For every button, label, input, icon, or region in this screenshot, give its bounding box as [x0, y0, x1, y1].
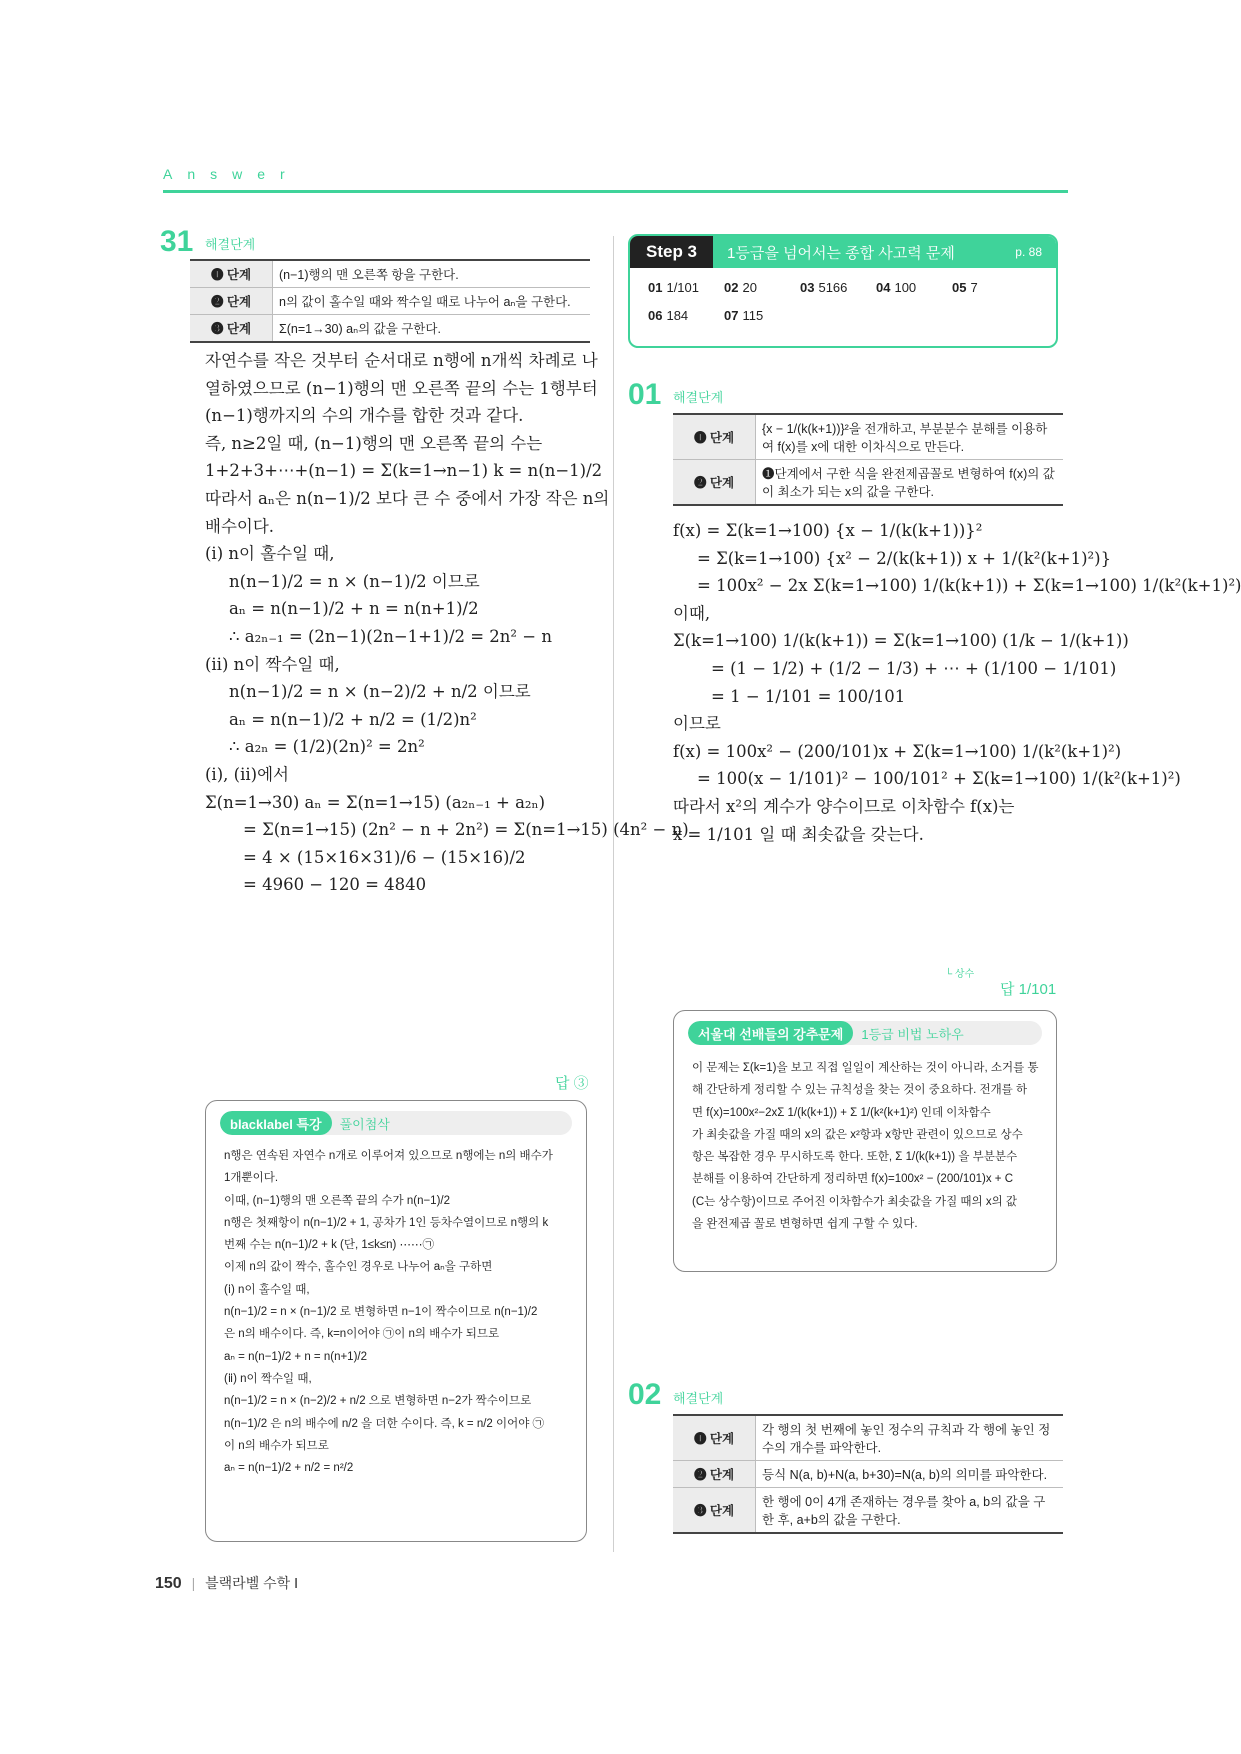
- solution-line: 자연수를 작은 것부터 순서대로 n행에 n개씩 차례로 나: [205, 351, 598, 370]
- solution-line: 해 간단하게 정리할 수 있는 규칙성을 찾는 것이 중요하다. 전개를 하: [692, 1084, 1028, 1097]
- solution-line: aₙ = n(n−1)/2 + n = n(n+1)/2: [224, 1350, 367, 1363]
- solution-line: 이제 n의 값이 짝수, 홀수인 경우로 나누어 aₙ을 구하면: [224, 1261, 493, 1274]
- solution-line: (n−1)행까지의 수의 개수를 합한 것과 같다.: [205, 406, 524, 426]
- step-text: n의 값이 홀수일 때와 짝수일 때로 나누어 aₙ을 구한다.: [273, 288, 591, 315]
- solution-line: ∴ a₂ₙ₋₁ = (2n−1)(2n−1+1)/2 = 2n² − n: [229, 626, 552, 646]
- answer-num: 07: [724, 308, 739, 323]
- step-label: ❷ 단계: [190, 288, 273, 315]
- solution-line: aₙ = n(n−1)/2 + n = n(n+1)/2: [229, 599, 479, 619]
- step-label: ❷ 단계: [673, 1461, 756, 1488]
- solution-line: = 100x² − 2x Σ(k=1→100) 1/(k(k+1)) + Σ(k=1→100) 1/(k²(k+1)²): [697, 576, 1241, 596]
- solution-01: [673, 517, 1241, 848]
- step-text: ❶단계에서 구한 식을 완전제곱꼴로 변형하여 f(x)의 값이 최소가 되는 x의 값을 구한다.: [756, 460, 1064, 506]
- step-label: ❶ 단계: [673, 414, 756, 460]
- tip-tag-01: 서울대 선배들의 강추문제: [688, 1021, 853, 1045]
- stage-label-02: 해결단계: [673, 1391, 724, 1406]
- stage-label-31: 해결단계: [205, 237, 256, 252]
- answer-item: [952, 280, 978, 295]
- answer-value: 1/101: [666, 280, 700, 295]
- solution-line: = 4960 − 120 = 4840: [243, 875, 427, 895]
- solution-line: (ⅱ) n이 짝수일 때,: [205, 654, 340, 674]
- solution-line: n(n−1)/2 = n × (n−2)/2 + n/2 이므로: [229, 682, 531, 702]
- step-row: [673, 1461, 1063, 1488]
- step3-answer-box: [628, 234, 1058, 348]
- stage-label-01: 해결단계: [673, 390, 724, 405]
- answer-item: [724, 280, 757, 295]
- step-label: ❶ 단계: [673, 1415, 756, 1461]
- solution-31: [205, 347, 689, 899]
- answer-item: [876, 280, 916, 295]
- solution-line: 은 n의 배수이다. 즉, k=n이어야 ㉠이 n의 배수가 되므로: [224, 1328, 500, 1341]
- solution-line: (ⅰ) n이 홀수일 때,: [205, 544, 335, 564]
- page-number: 150: [155, 1575, 182, 1592]
- solution-line: n행은 첫째항이 n(n−1)/2 + 1, 공차가 1인 등차수열이므로 n행의 k: [224, 1216, 549, 1229]
- solution-line: 1개뿐이다.: [224, 1172, 279, 1185]
- column-divider: [613, 236, 614, 1552]
- solution-line: = 1 − 1/101 = 100/101: [711, 686, 906, 706]
- step-label: ❷ 단계: [673, 460, 756, 506]
- solution-line: Σ(n=1→30) aₙ = Σ(n=1→15) (a₂ₙ₋₁ + a₂ₙ): [205, 792, 546, 812]
- solution-line: n(n−1)/2 = n × (n−1)/2 로 변형하면 n−1이 짝수이므로 n(n−1)/2: [224, 1306, 538, 1319]
- solution-line: = Σ(n=1→15) (2n² − n + 2n²) = Σ(n=1→15) (4n² − n): [243, 820, 689, 840]
- step3-title: 1등급을 넘어서는 종합 사고력 문제: [727, 244, 955, 262]
- answer-num: 02: [724, 280, 739, 295]
- tip-box-01: [673, 1010, 1057, 1272]
- solution-line: 따라서 x²의 계수가 양수이므로 이차함수 f(x)는: [673, 796, 1015, 816]
- step-row: [673, 1488, 1063, 1534]
- step-text: 한 행에 0이 4개 존재하는 경우를 찾아 a, b의 값을 구한 후, a+b의 값을 구한다.: [756, 1488, 1064, 1534]
- solution-line: 이므로: [673, 714, 721, 734]
- step-row: [190, 260, 590, 288]
- tip-subtitle-31: 풀이첨삭: [339, 1116, 390, 1132]
- answer-num: 05: [952, 280, 967, 295]
- solution-line: 배수이다.: [205, 516, 275, 536]
- solution-line: 항은 복잡한 경우 무시하도록 한다. 또한, Σ 1/(k(k+1)) 을 부분분수: [692, 1151, 1018, 1164]
- steps-table-31: [190, 259, 590, 343]
- answer-value: 5166: [818, 280, 848, 295]
- solution-line: 이때,: [673, 603, 711, 623]
- step-row: [673, 460, 1063, 506]
- tip-body-31: [206, 1135, 586, 1479]
- solution-line: x = 1/101 일 때 최솟값을 갖는다.: [673, 824, 924, 844]
- solution-line: (ⅱ) n이 짝수일 때,: [224, 1372, 312, 1385]
- step-text: {x − 1/(k(k+1))}²을 전개하고, 부분분수 분해를 이용하여 f(x)를 x에 대한 이차식으로 만든다.: [756, 414, 1064, 460]
- problem-number-31: 31: [160, 225, 194, 258]
- problem-number-01: 01: [628, 378, 662, 411]
- steps-table-01: [673, 413, 1063, 506]
- step-row: [673, 1415, 1063, 1461]
- step-text: Σ(n=1→30) aₙ의 값을 구한다.: [273, 315, 591, 343]
- step3-header: [630, 236, 1056, 268]
- solution-line: 따라서 aₙ은 n(n−1)/2 보다 큰 수 중에서 가장 작은 n의: [205, 488, 610, 508]
- answer-item: [648, 280, 699, 295]
- answer-01: 답 1/101: [1000, 981, 1057, 998]
- solution-line: n(n−1)/2 = n × (n−1)/2 이므로: [229, 571, 480, 591]
- solution-line: Σ(k=1→100) 1/(k(k+1)) = Σ(k=1→100) (1/k − 1/(k+1)): [673, 631, 1129, 651]
- solution-line: = (1 − 1/2) + (1/2 − 1/3) + ⋯ + (1/100 − 1/101): [711, 658, 1117, 678]
- step-text: (n−1)행의 맨 오른쪽 항을 구한다.: [273, 260, 591, 288]
- step-row: [190, 315, 590, 343]
- step-row: [190, 288, 590, 315]
- solution-line: 이때, (n−1)행의 맨 오른쪽 끝의 수가 n(n−1)/2: [224, 1194, 450, 1207]
- book-title: 블랙라벨 수학 Ⅰ: [205, 1575, 299, 1591]
- tip-header-31: [220, 1111, 572, 1135]
- solution-line: aₙ = n(n−1)/2 + n/2 = (1/2)n²: [229, 709, 477, 729]
- solution-line: 이 n의 배수가 되므로: [224, 1439, 329, 1452]
- step-label: ❸ 단계: [673, 1488, 756, 1534]
- solution-line: (ⅰ) n이 홀수일 때,: [224, 1283, 310, 1296]
- step-text: 각 행의 첫 번째에 놓인 정수의 규칙과 각 행에 놓인 정수의 개수를 파악한다.: [756, 1415, 1064, 1461]
- solution-line: 이 문제는 Σ(k=1)을 보고 직접 일일이 계산하는 것이 아니라, 소거를 통: [692, 1062, 1039, 1074]
- solution-line: n행은 연속된 자연수 n개로 이루어져 있으므로 n행에는 n의 배수가: [224, 1150, 553, 1162]
- answer-num: 06: [648, 308, 663, 323]
- tip-subtitle-01: 1등급 비법 노하우: [861, 1026, 964, 1042]
- steps-table-02: [673, 1414, 1063, 1534]
- step-text: 등식 N(a, b)+N(a, b+30)=N(a, b)의 의미를 파악한다.: [756, 1461, 1064, 1488]
- solution-line: n(n−1)/2 은 n의 배수에 n/2 을 더한 수이다. 즉, k = n/2 이어야 ㉠: [224, 1417, 545, 1430]
- solution-line: ∴ a₂ₙ = (1/2)(2n)² = 2n²: [229, 737, 425, 757]
- answer-header-label: Answer: [163, 166, 300, 182]
- header-rule: [163, 190, 1068, 193]
- answer-item: [724, 308, 763, 323]
- answer-num: 03: [800, 280, 815, 295]
- solution-line: 즉, n≥2일 때, (n−1)행의 맨 오른쪽 끝의 수는: [205, 433, 543, 453]
- answer-value: 100: [894, 280, 917, 295]
- step-label: ❶ 단계: [190, 260, 273, 288]
- answer-value: 184: [666, 308, 689, 323]
- answer-num: 04: [876, 280, 891, 295]
- solution-line: 번째 수는 n(n−1)/2 + k (단, 1≤k≤n) ⋯⋯㉠: [224, 1239, 435, 1252]
- answer-num: 01: [648, 280, 663, 295]
- page-footer: 150 | 블랙라벨 수학 Ⅰ: [155, 1575, 299, 1592]
- solution-line: 면 f(x)=100x²−2xΣ 1/(k(k+1)) + Σ 1/(k²(k+1)²) 인데 이차함수: [692, 1106, 991, 1119]
- solution-line: f(x) = 100x² − (200/101)x + Σ(k=1→100) 1/(k²(k+1)²): [673, 741, 1122, 761]
- solution-line: = 100(x − 1/101)² − 100/101² + Σ(k=1→100) 1/(k²(k+1)²): [697, 769, 1181, 789]
- step-row: [673, 414, 1063, 460]
- step-label: ❸ 단계: [190, 315, 273, 343]
- step3-page-ref: p. 88: [1015, 245, 1042, 259]
- solution-line: = 4 × (15×16×31)/6 − (15×16)/2: [243, 847, 526, 867]
- tip-box-31: [205, 1100, 587, 1542]
- solution-line: (ⅰ), (ⅱ)에서: [205, 764, 289, 784]
- answer-31: 답 ③: [555, 1075, 589, 1092]
- constant-note: └ 상수: [945, 969, 975, 980]
- solution-line: 가 최솟값을 가질 때의 x의 값은 x²항과 x항만 관련이 있으므로 상수: [692, 1128, 1023, 1141]
- tip-body-01: [674, 1045, 1056, 1235]
- answer-item: [648, 308, 688, 323]
- tip-header-01: [688, 1021, 1042, 1045]
- answer-value: 7: [970, 280, 978, 295]
- tip-tag-31: blacklabel 특강: [220, 1111, 332, 1135]
- problem-number-02: 02: [628, 1378, 662, 1411]
- solution-line: = Σ(k=1→100) {x² − 2/(k(k+1)) x + 1/(k²(k+1)²)}: [697, 548, 1112, 568]
- solution-line: 분해를 이용하여 간단하게 정리하면 f(x)=100x² − (200/101)x + C: [692, 1173, 1013, 1186]
- solution-line: (C는 상수항)이므로 주어진 이차함수가 최솟값을 가질 때의 x의 값: [692, 1195, 1017, 1208]
- step3-badge: Step 3: [630, 236, 713, 268]
- solution-line: 을 완전제곱 꼴로 변형하면 쉽게 구할 수 있다.: [692, 1218, 918, 1231]
- solution-line: n(n−1)/2 = n × (n−2)/2 + n/2 으로 변형하면 n−2가 짝수이므로: [224, 1395, 532, 1408]
- answer-value: 20: [742, 280, 757, 295]
- solution-line: aₙ = n(n−1)/2 + n/2 = n²/2: [224, 1462, 354, 1475]
- answer-value: 115: [742, 308, 764, 323]
- solution-line: 열하였으므로 (n−1)행의 맨 오른쪽 끝의 수는 1행부터: [205, 378, 598, 398]
- step3-answers: [630, 268, 1056, 338]
- solution-line: f(x) = Σ(k=1→100) {x − 1/(k(k+1))}²: [673, 521, 983, 540]
- answer-item: [800, 280, 847, 295]
- solution-line: 1+2+3+⋯+(n−1) = Σ(k=1→n−1) k = n(n−1)/2: [205, 461, 603, 481]
